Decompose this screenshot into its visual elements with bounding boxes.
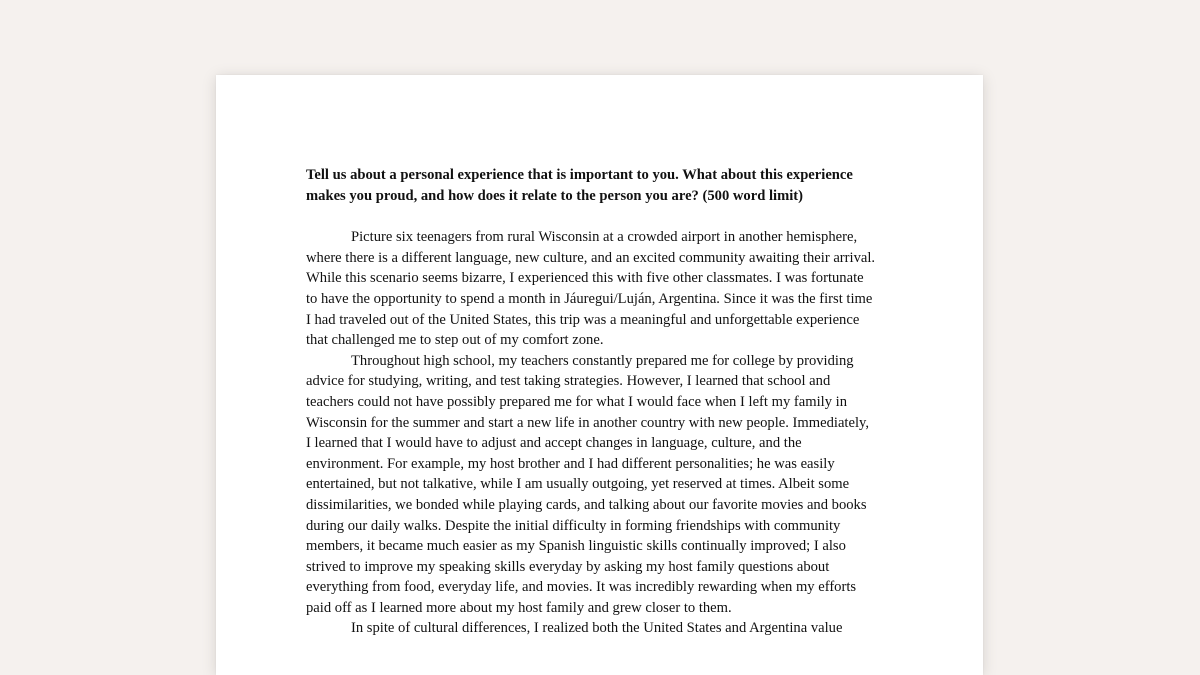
paragraph-line: members, it became much easier as my Spanish linguistic skills continually improved; I also — [306, 538, 846, 555]
prompt-line: Tell us about a personal experience that is important to you. What about this experience — [306, 167, 853, 183]
paragraph-line: I had traveled out of the United States, this trip was a meaningful and unforgettable experience — [306, 311, 860, 328]
paragraph-line: everything from food, everyday life, and movies. It was incredibly rewarding when my efforts — [306, 579, 857, 596]
prompt-line: makes you proud, and how does it relate to the person you are? (500 word limit) — [306, 187, 804, 204]
paragraph-line: entertained, but not talkative, while I am usually outgoing, yet reserved at times. Albeit some — [306, 476, 850, 493]
paragraph-line: Picture six teenagers from rural Wisconsin at a crowded airport in another hemisphere, — [351, 229, 858, 246]
paragraph-line: environment. For example, my host brother and I had different personalities; he was easily — [306, 455, 835, 472]
paragraph-line: teachers could not have possibly prepared me for what I would face when I left my family in — [306, 393, 848, 410]
paragraph-line: to have the opportunity to spend a month in Jáuregui/Luján, Argentina. Since it was the first time — [306, 290, 873, 307]
document-body — [306, 165, 901, 639]
paragraph-line: In spite of cultural differences, I realized both the United States and Argentina value — [351, 620, 843, 637]
paragraph-line: that challenged me to step out of my comfort zone. — [306, 332, 604, 349]
paragraph-line: dissimilarities, we bonded while playing cards, and talking about our favorite movies and books — [306, 496, 867, 513]
paragraph-1 — [306, 227, 901, 351]
paragraph-line: I learned that I would have to adjust and accept changes in language, culture, and the — [306, 435, 802, 452]
paragraph-3 — [306, 618, 901, 639]
paragraph-line: strived to improve my speaking skills everyday by asking my host family questions about — [306, 558, 830, 575]
paragraph-line: While this scenario seems bizarre, I experienced this with five other classmates. I was fortunate — [306, 270, 864, 287]
paragraph-line: where there is a different language, new culture, and an excited community awaiting their arrival. — [306, 249, 876, 266]
paragraph-line: during our daily walks. Despite the initial difficulty in forming friendships with community — [306, 517, 841, 534]
paragraph-line: Wisconsin for the summer and start a new life in another country with new people. Immediately, — [306, 414, 869, 431]
paragraph-line: Throughout high school, my teachers constantly prepared me for college by providing — [351, 352, 854, 369]
paragraph-line: advice for studying, writing, and test taking strategies. However, I learned that school and — [306, 373, 831, 390]
essay-prompt — [306, 165, 901, 206]
document-page — [216, 75, 983, 675]
paragraph-2 — [306, 351, 901, 619]
paragraph-line: paid off as I learned more about my host family and grew closer to them. — [306, 599, 732, 616]
